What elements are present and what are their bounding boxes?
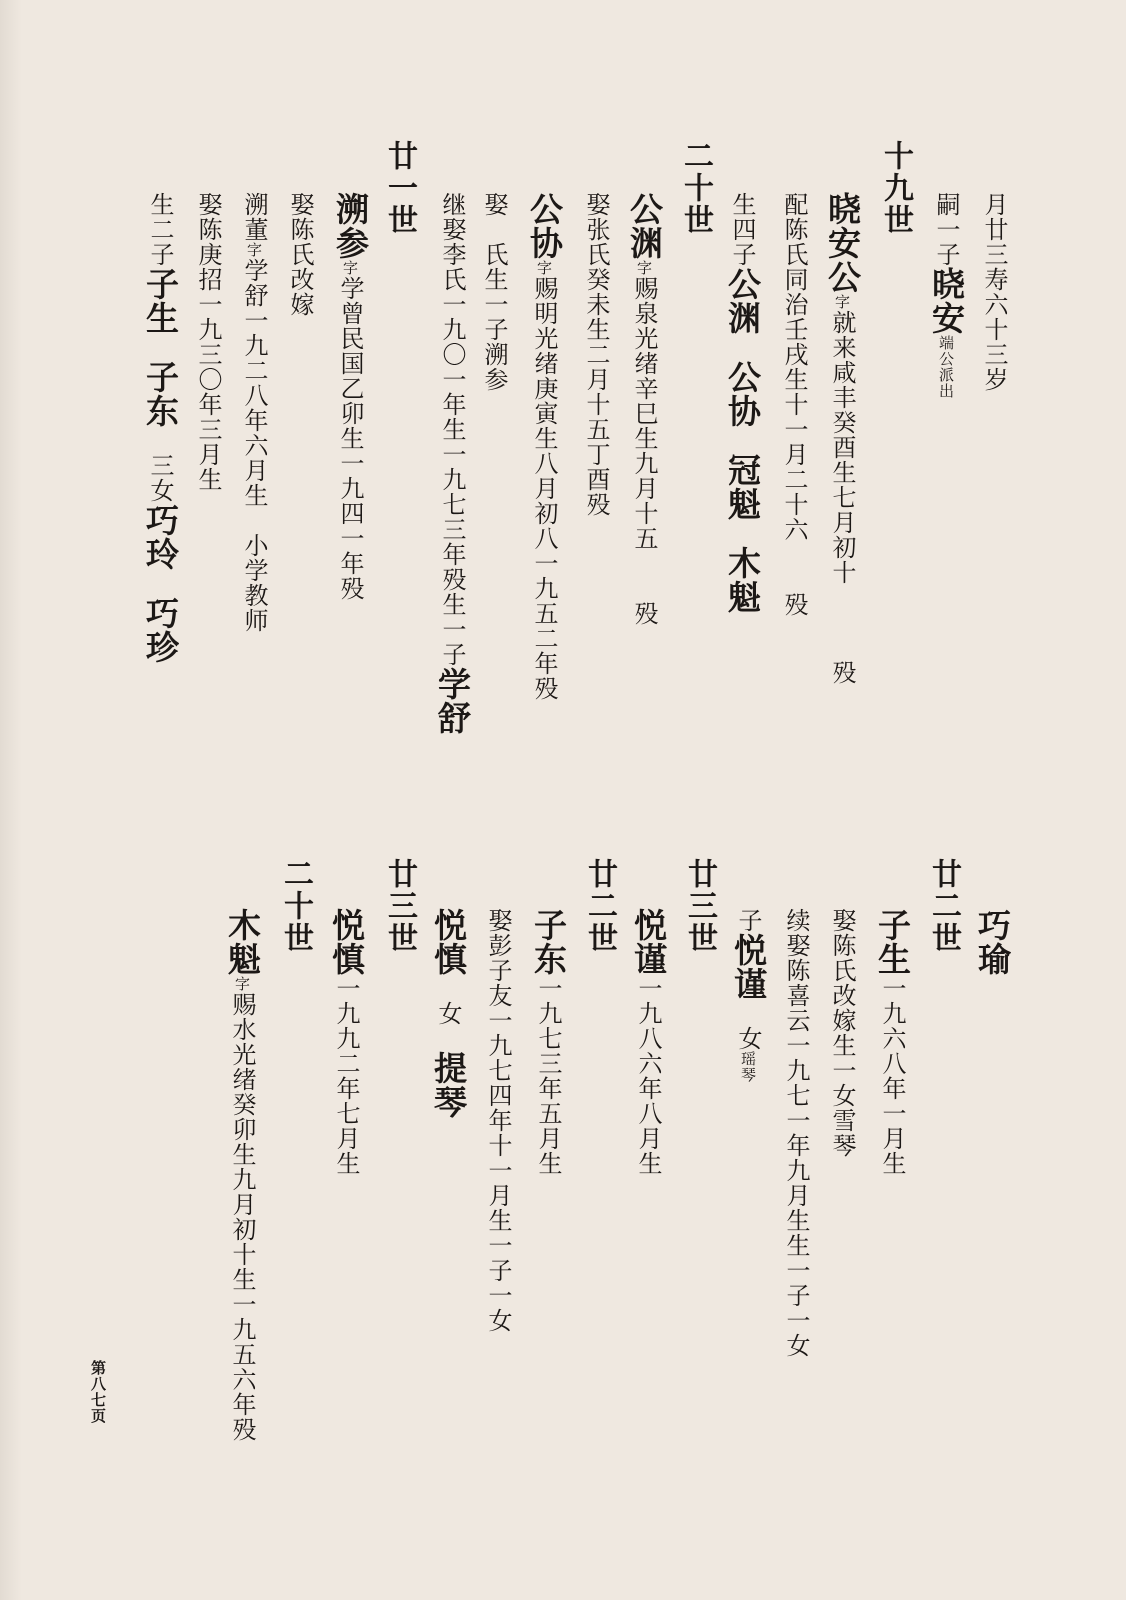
person-name: 巧瑜	[973, 908, 1012, 976]
text-column: 续娶陈喜云一九七一年九月生生一子一女	[782, 908, 810, 1358]
person-name: 晓安	[927, 267, 966, 335]
person-name: 公渊	[625, 192, 664, 260]
person-name: 悦谨	[629, 908, 668, 976]
person-name: 晓安公	[823, 192, 862, 294]
text-column: 娶彭子友一九七四年十一月生一子一女	[484, 908, 512, 1333]
text-column: 子生一九六八年一月生	[873, 908, 912, 1176]
binding-edge	[0, 0, 22, 1600]
person-name: 公协	[525, 192, 564, 260]
text-column: 娶陈庚招一九三〇年三月生	[194, 192, 222, 492]
person-name: 公协	[723, 360, 762, 428]
person-name: 子东	[141, 360, 180, 428]
text-column: 配陈氏同治壬戌生十一月二十六 殁	[780, 192, 808, 617]
text-column: 溯参字学曾民国乙卯生一九四一年殁	[331, 192, 370, 601]
person-name: 学舒	[433, 667, 472, 735]
person-name: 冠魁	[723, 453, 762, 521]
person-name: 溯参	[331, 192, 370, 260]
generation-heading: 廿二世	[582, 858, 617, 954]
person-name: 悦谨	[729, 933, 768, 1001]
generation-heading: 二十世	[278, 858, 313, 954]
person-name: 巧玲	[141, 503, 180, 571]
text-column: 生四子公渊 公协 冠魁 木魁	[723, 192, 762, 614]
person-name: 子生	[141, 267, 180, 335]
text-column: 娶张氏癸未生二月十五丁酉殁	[582, 192, 610, 517]
generation-heading: 廿二世	[926, 858, 961, 954]
annotation: 端公派出	[937, 335, 955, 399]
text-column: 悦谨一九八六年八月生	[629, 908, 668, 1176]
text-column: 悦慎一九九二年七月生	[327, 908, 366, 1176]
person-name: 悦慎	[429, 908, 468, 976]
person-name: 提琴	[429, 1051, 468, 1119]
text-column: 月廿三寿六十三岁	[980, 192, 1008, 392]
text-column: 嗣一子晓安端公派出	[927, 192, 966, 399]
person-name: 子生	[873, 908, 912, 976]
text-column: 晓安公字就来咸丰癸酉生七月初十 殁	[823, 192, 862, 685]
text-column: 娶陈氏改嫁	[286, 192, 314, 317]
generation-heading: 廿一世	[382, 140, 417, 236]
text-column: 娶陈氏改嫁生一女雪琴	[828, 908, 856, 1158]
generation-heading: 廿三世	[382, 858, 417, 954]
text-column: 公渊字赐泉光绪辛巳生九月十五 殁	[625, 192, 664, 626]
person-name: 公渊	[723, 267, 762, 335]
text-column: 公协字赐明光绪庚寅生八月初八一九五二年殁	[525, 192, 564, 701]
text-column: 木魁字赐水光绪癸卯生九月初十生一九五六年殁	[223, 908, 262, 1442]
text-column: 悦慎 女 提琴	[429, 908, 468, 1119]
text-column: 子悦谨 女瑶琴	[729, 908, 768, 1083]
page-number: 第八七页	[89, 1360, 107, 1424]
text-column: 娶 氏生一子溯参	[480, 192, 508, 392]
person-name: 木魁	[223, 908, 262, 976]
person-name: 巧珍	[141, 596, 180, 664]
generation-heading: 二十世	[678, 140, 713, 236]
text-column: 子东一九七三年五月生	[529, 908, 568, 1176]
text-column: 生二子子生 子东 三女巧玲 巧珍	[141, 192, 180, 664]
generation-heading: 十九世	[878, 140, 913, 236]
text-column: 继娶李氏一九〇一年生一九七三年殁生一子学舒	[433, 192, 472, 735]
generation-heading: 廿三世	[682, 858, 717, 954]
person-name: 子东	[529, 908, 568, 976]
person-name: 悦慎	[327, 908, 366, 976]
text-column: 溯董字学舒一九二八年六月生 小学教师	[240, 192, 268, 633]
person-name: 木魁	[723, 546, 762, 614]
